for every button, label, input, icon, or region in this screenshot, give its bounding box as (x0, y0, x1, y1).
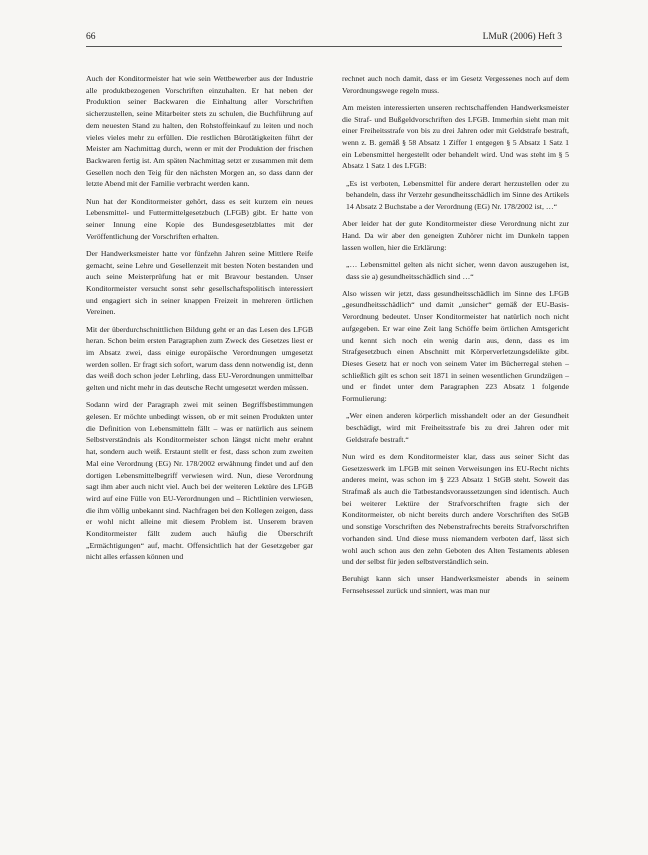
paragraph: Sodann wird der Paragraph zwei mit seinen Begriffsbestimmungen gelesen. Er möchte unbedingt wissen, ob er mit seinen Produkten unter die Definition von Lebensmitteln fällt – was er natürlich aus seinem Selbstverständnis als Konditormeister schon längst nicht mehr erahnt hat, sondern auch weiß. Erstaunt stellt er fest, dass schon zum zweiten Mal eine Verordnung (EG) Nr. 178/2002 erwähnung findet und auf den dortigen Lebensmittelbegriff verwiesen wird. Nun, diese Verordnung sagt ihm aber auch nicht viel. Auch bei der weiteren Lektüre des LFGB wird auf eine Fülle von EU-Verordnungen und – Richtlinien verwiesen, die ihm völlig unbekannt sind. Nachfragen bei den Kollegen zeigen, dass er wohl nicht alleine mit diesem Problem ist. Unserem braven Konditormeister fällt zudem auch häufig die Überschrift „Ermächtigungen“ auf, macht. Offensichtlich hat der Gesetzgeber gar nicht alles erfassen können und (86, 400, 313, 562)
paragraph: Mit der überdurchschnittlichen Bildung geht er an das Lesen des LFGB heran. Schon beim ersten Paragraphen zum Zweck des Gesetzes liest er im Absatz zwei, dass einige europäische Verordnungen umgesetzt werden sollen. Er fragt sich sofort, warum dass denn notwendig ist, denn das weiß doch schon jeder Lehrling, dass EU-Verordnungen unmittelbar gelten und nicht mehr in das deutsche Recht umgesetzt werden müssen. (86, 324, 313, 393)
right-column (342, 73, 569, 602)
paragraph: Nun wird es dem Konditormeister klar, dass aus seiner Sicht das Gesetzeswerk im LFGB mit seinen Verweisungen ins EU-Recht nichts anderes meint, was schon im § 223 Absatz 1 StGB steht. Soweit das Strafmaß als auch die Tatbestandsvoraussetzungen sind identisch. Auch bei weiterer Lektüre der Strafvorschriften fragte sich der Konditormeister, ob nicht bereits durch andere Vorschriften des StGB und sonstige Vorschriften des Nebenstrafrechts bereits Strafvorschriften vorhanden sind. Und diese muss niemandem verboten darf, lässt sich wohl auch schon aus den zehn Geboten des Alten Testaments ablesen und der selbst für jeden selbstverständlich sein. (342, 451, 569, 567)
left-column (86, 73, 313, 569)
paragraph: rechnet auch noch damit, dass er im Gesetz Vergessenes noch auf dem Verordnungswege regeln muss. (342, 74, 569, 95)
paragraph: Beruhigt kann sich unser Handwerksmeister abends in seinem Fernsehsessel zurück und sinniert, was man nur (342, 574, 569, 596)
paragraph: Aber leider hat der gute Konditormeister diese Verordnung nicht zur Hand. Da wir aber den geneigten Zuhörer nicht im Dunkeln tappen lassen wollen, hier die Erklärung: (342, 219, 569, 252)
quoted-law-text: „… Lebensmittel gelten als nicht sicher, wenn davon auszugehen ist, dass sie a) gesundheitsschädlich sind …“ (346, 259, 569, 281)
page-header (86, 30, 562, 47)
paragraph: Also wissen wir jetzt, dass gesundheitsschädlich im Sinne des LFGB „gesundheitsschädlich“ und damit „unsicher“ gemäß der EU-Basis-Verordnung bedeutet. Unser Konditormeister hat natürlich noch nicht aufgegeben. Er war eine Zeit lang Schöffe beim örtlichen Amtsgericht und kennt sich noch ein wenig darin aus, denn, dass es im Strafgesetzbuch einen Abschnitt mit Körperverletzungsdelikte gibt. Dieses Gesetz hat er noch von seinem Vater im Bücherregal stehen – schließlich gilt es schon seit 1871 in seinen wesentlichen Grundzügen – und er findet unter dem Paragraphen 223 Absatz 1 folgende Formulierung: (342, 288, 569, 404)
quoted-law-text: „Wer einen anderen körperlich misshandelt oder an der Gesundheit beschädigt, wird mit Freiheitsstrafe bis zu drei Jahren oder mit Geldstrafe bestraft.“ (346, 411, 569, 444)
page-number: 66 (86, 32, 96, 42)
paragraph: Auch der Konditormeister hat wie sein Wettbewerber aus der Industrie alle produktbezogenen Vorschriften einzuhalten. Er hat neben der Produktion seiner Backwaren die Einhaltung aller Vorschriften sicherzustellen, seine Mitarbeiter stets zu schulen, die Buchführung auf dem neuesten Stand zu halten, den Rohstoffeinkauf zu leiten und noch vieles vieles mehr zu erfüllen. Die restlichen Bürotätigkeiten führt der Meister am Nachmittag durch, wenn er mit der Produktion der frischen Backwaren fertig ist. Am späten Nachmittag setzt er zusammen mit dem Gesellen noch den Teig für den nächsten Morgen an, so dass dann der letzte Abend mit der Familie verbracht werden kann. (86, 74, 313, 189)
paragraph: Nun hat der Konditormeister gehört, dass es seit kurzem ein neues Lebensmittel- und Futtermittelgesetzbuch (LFGB) gibt. Er hatte von seiner Innung eine Kopie des Bundesgesetzblattes mit der Veröffentlichung der Vorschriften erhalten. (86, 196, 313, 241)
journal-citation: LMuR (2006) Heft 3 (482, 32, 562, 42)
quoted-law-text: „Es ist verboten, Lebensmittel für andere derart herzustellen oder zu behandeln, dass ihr Verzehr gesundheitsschädlich im Sinne des Artikels 14 Absatz 2 Buchstabe a der Verordnung (EG) Nr. 178/2002 ist, …“ (346, 178, 569, 212)
paragraph: Am meisten interessierten unseren rechtschaffenden Handwerksmeister die Straf- und Bußgeldvorschriften des LFGB. Immerhin sieht man mit einer Freiheitsstrafe von bis zu drei Jahren oder mit Geldstrafe bestraft, wenn z. B. gemäß § 58 Absatz 1 Ziffer 1 entgegen § 5 Absatz 1 Satz 1 ein Lebensmittel hergestellt oder behandelt wird. Und was steht im § 5 Absatz 1 Satz 1 des LFGB: (342, 102, 569, 171)
paragraph: Der Handwerksmeister hatte vor fünfzehn Jahren seine Mittlere Reife gemacht, seine Lehre und Gesellenzeit mit besten Noten bestanden und auch seine Meisterprüfung hat er mit Bravour bestanden. Unser Konditormeister versucht sonst sehr gesellschaftspolitisch interessiert und engagiert sich in seiner knappen Freizeit in mehreren örtlichen Vereinen. (86, 248, 313, 317)
